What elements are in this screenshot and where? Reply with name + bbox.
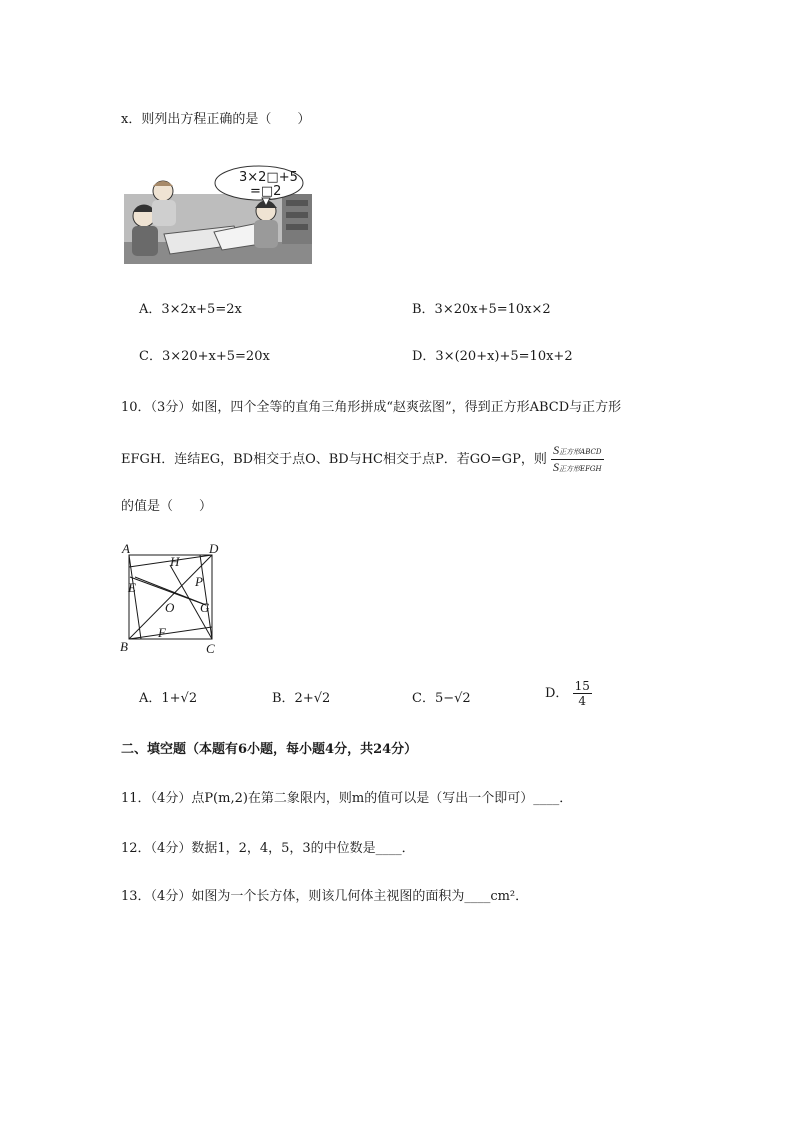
q10-option-d-den: 4 (578, 694, 587, 708)
label-e: E (128, 580, 136, 595)
label-o: O (165, 600, 175, 615)
q10-line2-text: EFGH．连结EG，BD相交于点O、BD与HC相交于点P．若GO=GP，则 (121, 452, 547, 467)
q13-text: 13．（4分）如图为一个长方体，则该几何体主视图的面积为____cm²． (121, 889, 529, 904)
q9-intro: x．则列出方程正确的是（ ） (121, 112, 311, 127)
section2-title: 二、填空题（本题有6小题，每小题4分，共24分） (121, 742, 418, 757)
q10-option-d (545, 679, 592, 708)
q9-option-b: B．3×20x+5=10x×2 (412, 302, 551, 317)
q10-option-b: B．2+√2 (272, 691, 331, 706)
q9-bubble-line1: 3×2□+5 (239, 170, 298, 185)
q10-frac-num: S (553, 443, 560, 457)
label-f: F (158, 625, 166, 640)
q10-line3: 的值是（ ） (121, 499, 213, 514)
label-p: P (195, 574, 203, 589)
q9-illustration (124, 164, 312, 264)
label-c: C (206, 641, 215, 656)
q10-option-d-prefix: D． (545, 686, 569, 701)
q10-line2 (121, 443, 604, 476)
q10-area-ratio (551, 443, 604, 476)
q10-option-d-num: 15 (574, 679, 590, 693)
q10-frac-den-sub: 正方形EFGH (558, 465, 602, 473)
q12-text: 12．（4分）数据1，2，4，5，3的中位数是____． (121, 841, 415, 856)
q10-option-a: A．1+√2 (139, 691, 198, 706)
q9-option-d: D．3×(20+x)+5=10x+2 (412, 349, 573, 364)
q10-frac-den: S (552, 460, 559, 474)
q10-frac-num-sub: 正方形ABCD (559, 448, 602, 456)
q11-text: 11．（4分）点P(m,2)在第二象限内，则m的值可以是（写出一个即可）____． (121, 791, 573, 806)
q10-line1: 10．（3分）如图，四个全等的直角三角形拼成“赵爽弦图”，得到正方形ABCD与正方形 (121, 400, 622, 415)
q9-bubble-line2: =□2 (250, 184, 282, 199)
label-h: H (170, 554, 180, 569)
label-a: A (122, 541, 130, 556)
q10-diagram (118, 540, 224, 658)
q9-option-a: A．3×2x+5=2x (139, 302, 242, 317)
label-d: D (209, 541, 219, 556)
q9-option-c: C．3×20+x+5=20x (139, 349, 270, 364)
label-b: B (120, 639, 128, 654)
label-g: G (200, 600, 210, 615)
q10-option-c: C．5−√2 (412, 691, 471, 706)
